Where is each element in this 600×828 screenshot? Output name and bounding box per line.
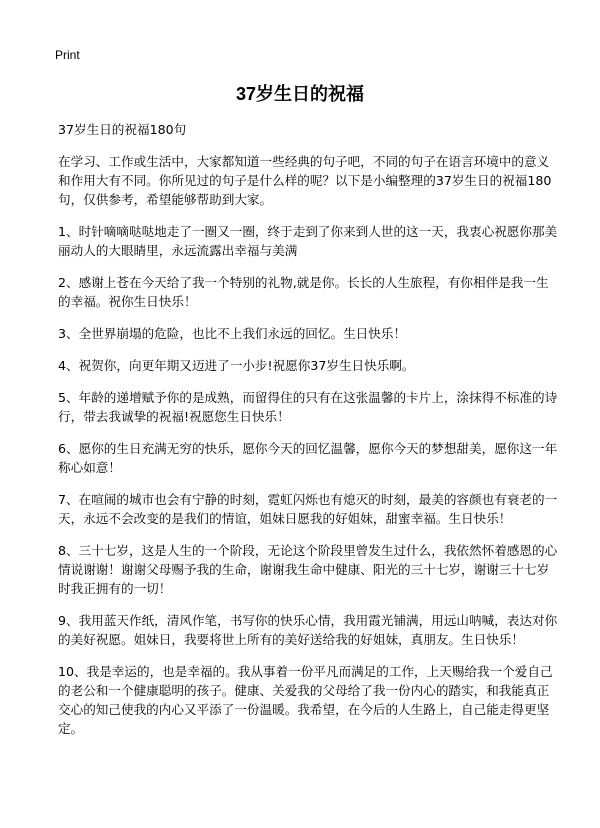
blessing-item-9: 9、我用蓝天作纸，清风作笔，书写你的快乐心情，我用霞光铺满，用远山呐喊，表达对你的美好祝愿。姐妹日，我要将世上所有的美好送给我的好姐妹，真朋友。生日快乐！ <box>58 613 558 647</box>
blessing-item-10: 10、我是幸运的，也是幸福的。我从事着一份平凡而满足的工作，上天赐给我一个爱自己的老公和一个健康聪明的孩子。健康、关爱我的父母给了我一份内心的踏实，和我能真正交心的知己使我的内心又平添了一份温暖。我希望，在今后的人生路上，自己能走得更坚定。 <box>58 664 553 736</box>
blessing-item-4: 4、祝贺你，向更年期又迈进了一小步!祝愿你37岁生日快乐啊。 <box>58 358 415 373</box>
blessing-item-1: 1、时针嘀嘀哒哒地走了一圈又一圈，终于走到了你来到人世的这一天，我衷心祝愿你那美丽动人的大眼睛里，永远流露出幸福与美满 <box>58 224 558 258</box>
document-body <box>58 120 558 751</box>
blessing-item-6: 6、愿你的生日充满无穷的快乐，愿你今天的回忆温馨，愿你今天的梦想甜美，愿你这一年称心如意！ <box>58 441 558 475</box>
blessing-item-3: 3、全世界崩塌的危险，也比不上我们永远的回忆。生日快乐！ <box>58 326 407 341</box>
intro-paragraph: 在学习、工作或生活中，大家都知道一些经典的句子吧，不同的句子在语言环境中的意义和作用大有不同。你所见过的句子是什么样的呢？以下是小编整理的37岁生日的祝福180句，仅供参考，希望能够帮助到大家。 <box>58 154 552 207</box>
blessing-item-2: 2、感谢上苍在今天给了我一个特别的礼物,就是你。长长的人生旅程，有你相伴是我一生的幸福。祝你生日快乐！ <box>58 275 549 309</box>
blessing-item-5: 5、年龄的递增赋予你的是成熟，而留得住的只有在这张温馨的卡片上，涂抹得不标准的诗行，带去我诚挚的祝福!祝愿您生日快乐！ <box>58 390 558 424</box>
blessing-item-8: 8、三十七岁，这是人生的一个阶段，无论这个阶段里曾发生过什么，我依然怀着感恩的心情说谢谢！谢谢父母赐予我的生命，谢谢我生命中健康、阳光的三十七岁，谢谢三十七岁时我正拥有的一切！ <box>58 543 558 596</box>
document-subtitle: 37岁生日的祝福180句 <box>58 122 187 137</box>
blessing-item-7: 7、在喧闹的城市也会有宁静的时刻，霓虹闪烁也有熄灭的时刻，最美的容颜也有衰老的一天，永远不会改变的是我们的情谊，姐妹日愿我的好姐妹，甜蜜幸福。生日快乐！ <box>58 492 558 526</box>
document-title: 37岁生日的祝福 <box>235 84 365 104</box>
print-link[interactable]: Print <box>55 48 80 62</box>
